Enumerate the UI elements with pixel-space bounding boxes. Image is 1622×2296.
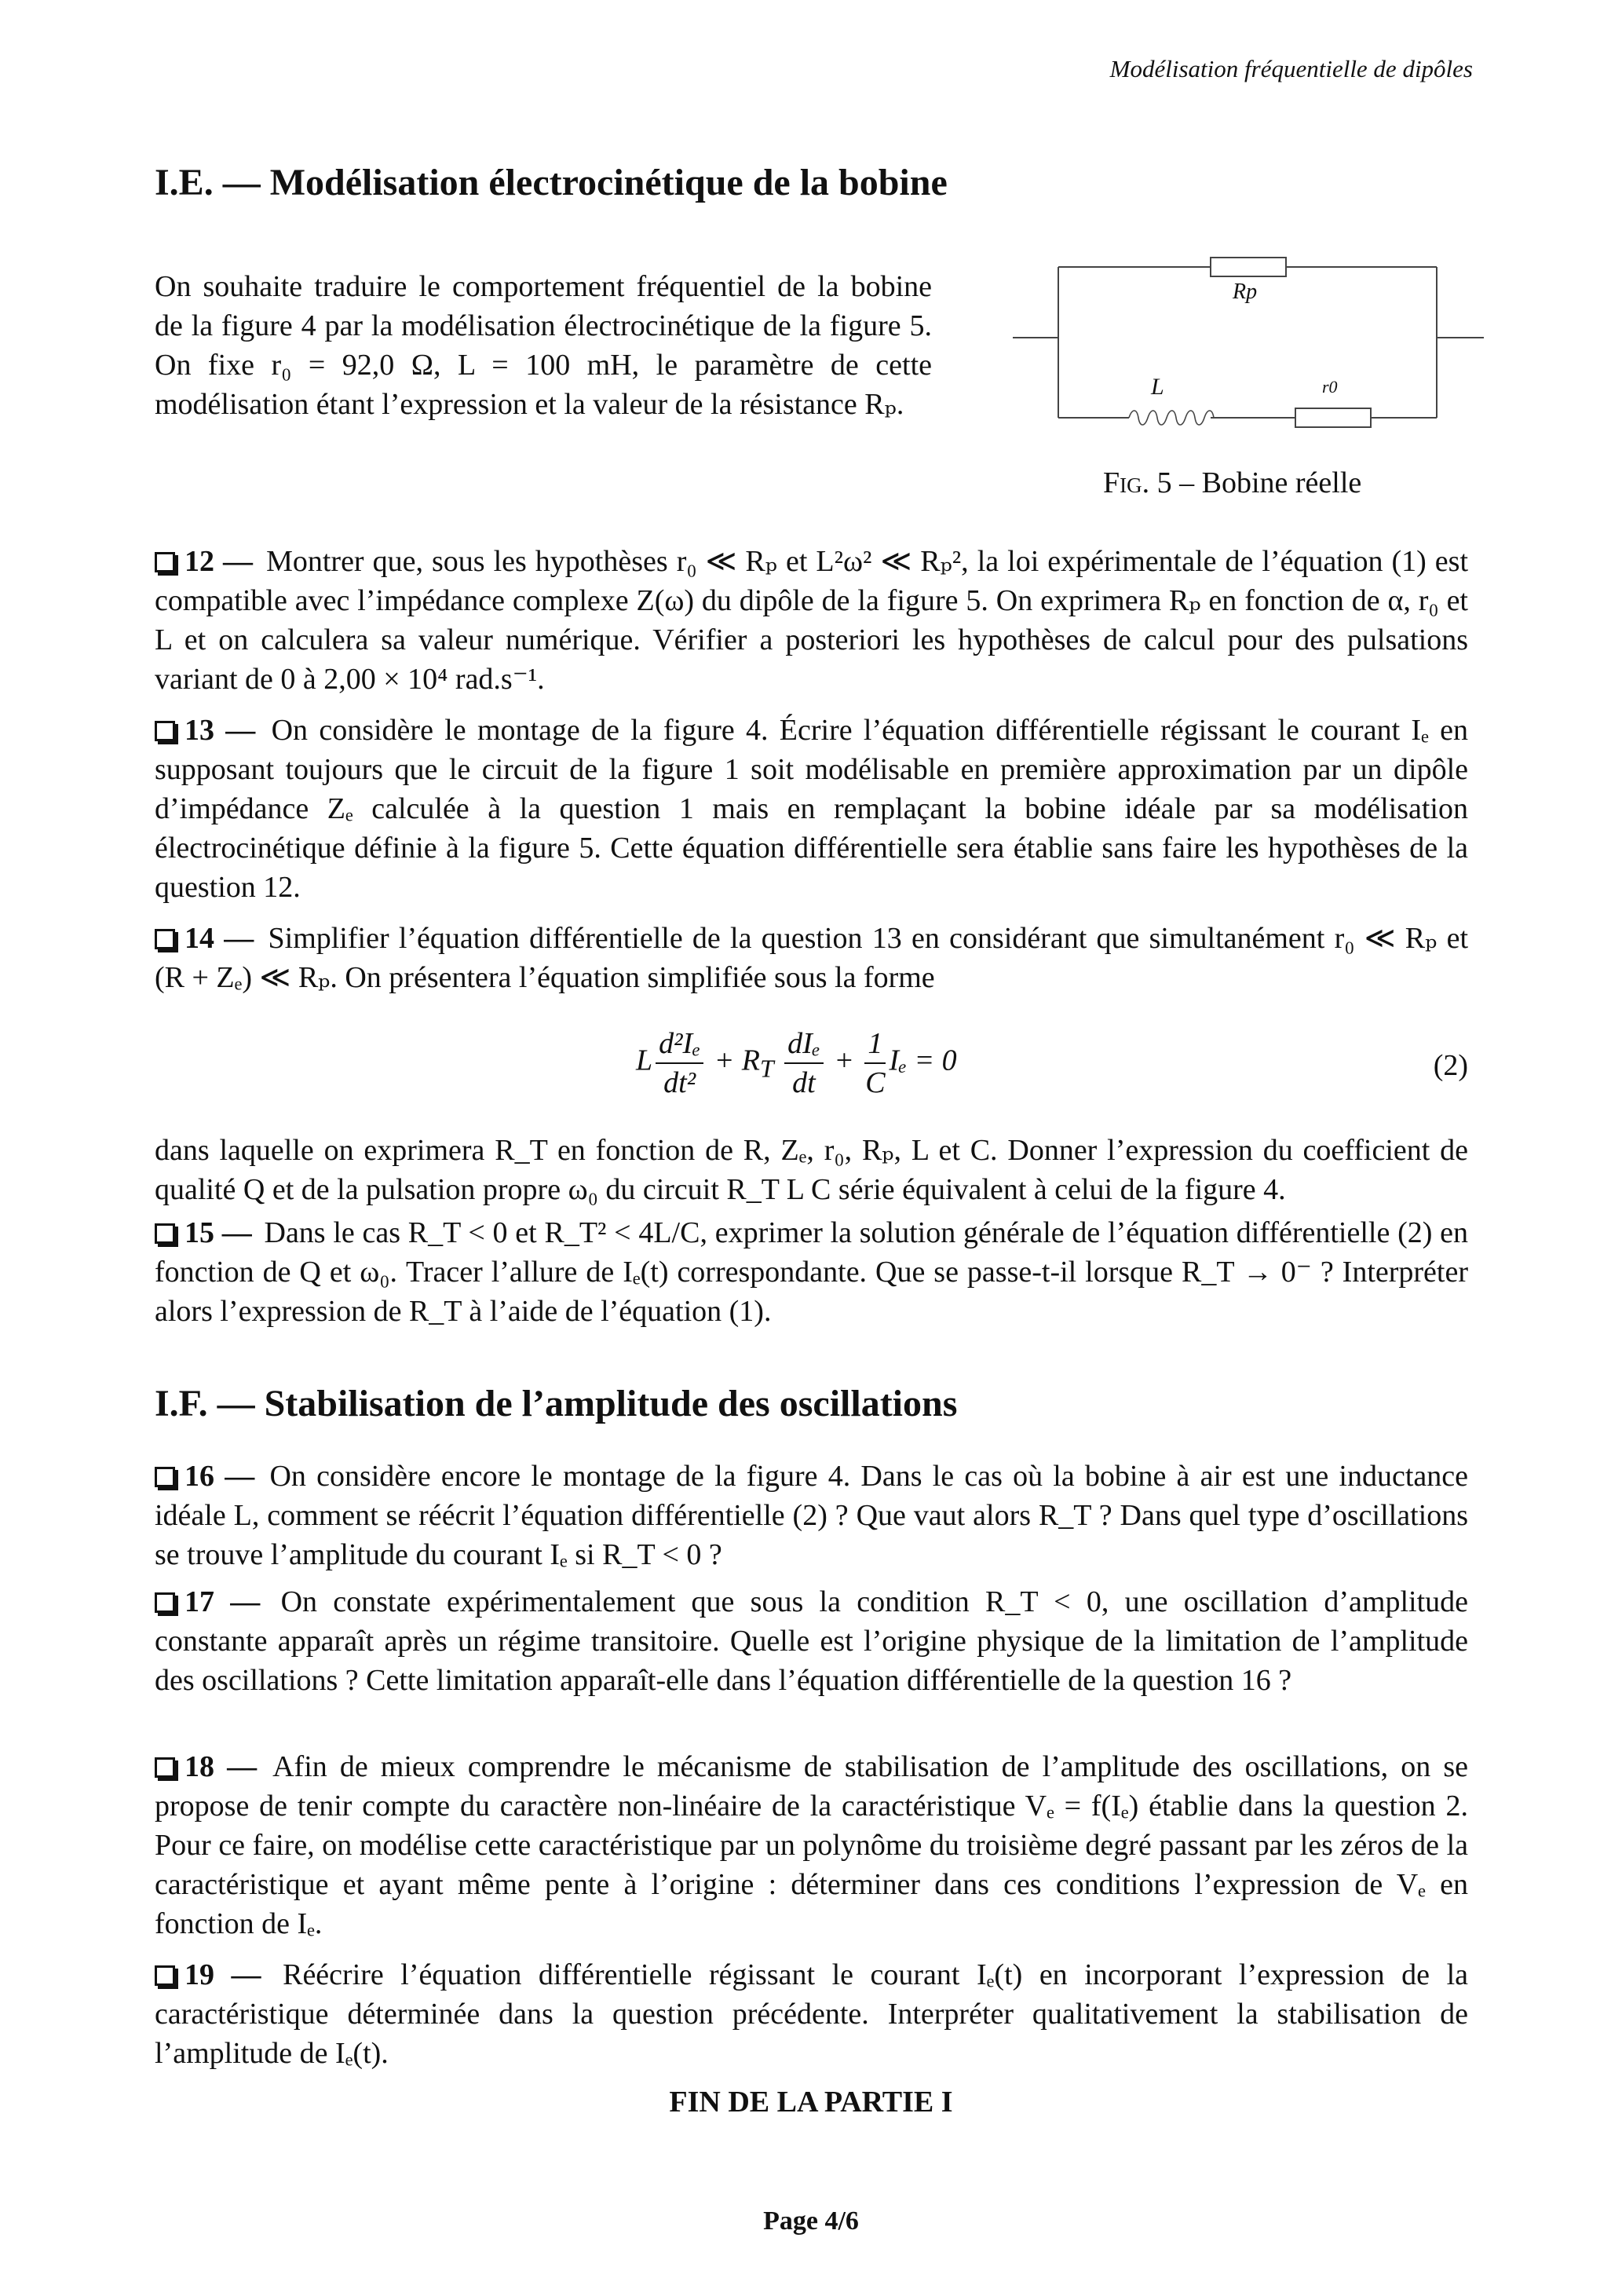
question-17: 17 — On constate expérimentalement que sous la condition R_T < 0, une oscillation d’amplitude constante apparaît après un régime transitoire. Quelle est l’origine physique de la limitation de l’amplitude des oscillations ? Cette limitation apparaît-elle dans l’équation différentielle de la question 16 ? — [155, 1585, 1469, 1697]
question-13: 13 — On considère le montage de la figure 4. Écrire l’équation différentielle régissant le courant Iₑ en supposant toujours que le circuit de la figure 1 soit modélisable en première approximation par un dipôle d’impédance Zₑ calculée à la question 1 mais en remplaçant la bobine idéale par sa modélisation électrocinétique définie à la figure 5. Cette équation différentielle sera établie sans faire les hypothèses de la question 12. — [155, 714, 1468, 904]
label-l: L — [1151, 374, 1164, 400]
question-15: 15 — Dans le cas R_T < 0 et R_T² < 4L/C, exprimer la solution générale de l’équation différentielle (2) en fonction de Q et ω₀. Tracer l’allure de Iₑ(t) correspondante. Que se passe-t-il lorsque R_T → 0⁻ ? Interpréter alors l’expression de R_T à l’aide de l’équation (1). — [155, 1216, 1468, 1328]
checkbox-icon — [155, 1965, 175, 1986]
resistor-r0 — [1295, 408, 1371, 427]
after-equation-text: dans laquelle on exprimera R_T en fonction de R, Zₑ, r₀, Rₚ, L et C. Donner l’expression du coefficient de qualité Q et de la pulsation propre ω₀ du circuit R_T L C série équivalent à celui de la figure 4. — [155, 1134, 1468, 1206]
question-18: 18 — Afin de mieux comprendre le mécanisme de stabilisation de l’amplitude des oscillations, on se propose de tenir compte du caractère non-linéaire de la caractéristique Vₑ = f(Iₑ) établie dans la question 2. Pour ce faire, on modélise cette caractéristique par un polynôme du troisième degré passant par les zéros de la caractéristique et ayant même pente à l’origine : déterminer dans ces conditions l’expression de Vₑ en fonction de Iₑ. — [155, 1750, 1469, 1940]
checkbox-icon — [155, 1467, 175, 1487]
question-14: 14 — Simplifier l’équation différentielle de la question 13 en considérant que simultanément r₀ ≪ Rₚ et (R + Zₑ) ≪ Rₚ. On présentera l’équation simplifiée sous la forme — [155, 922, 1469, 994]
end-marker: FIN DE LA PARTIE I — [669, 2086, 953, 2119]
running-head: Modélisation fréquentielle de dipôles — [1109, 55, 1473, 82]
figure-5-caption: Fig. 5 – Bobine réelle — [1103, 466, 1362, 499]
page-footer: Page 4/6 — [763, 2206, 859, 2236]
checkbox-icon — [155, 1757, 175, 1778]
equation-2: L $\frac{\text{d²Iₑ}}{\text{dt²}}$ + $R_T$ $\frac{\text{dIₑ}}{dt}$ + $\frac{1}{C}$ Iₑ = 0 — [636, 1025, 957, 1102]
section-title-ie: I.E. — Modélisation électrocinétique de la bobine — [155, 162, 948, 203]
checkbox-icon — [155, 552, 175, 572]
checkbox-icon — [155, 721, 175, 741]
label-r0: r0 — [1322, 377, 1338, 397]
checkbox-icon — [155, 1592, 175, 1613]
checkbox-icon — [155, 1223, 175, 1244]
question-16: 16 — On considère encore le montage de la figure 4. Dans le cas où la bobine à air est une inductance idéale L, comment se réécrit l’équation différentielle (2) ? Que vaut alors R_T ? Dans quel type d’oscillations se trouve l’amplitude du courant Iₑ si R_T < 0 ? — [155, 1460, 1469, 1571]
label-rp: Rp — [1233, 280, 1258, 304]
resistor-rp — [1211, 258, 1286, 276]
figure-5-circuit — [1013, 251, 1484, 432]
section-ie-intro: On souhaite traduire le comportement fréquentiel de la bobine de la figure 4 par la modélisation électrocinétique de la figure 5. On fixe r₀ = 92,0 Ω, L = 100 mH, le paramètre de cette modélisation étant l’expression et la valeur de la résistance Rₚ. — [155, 270, 932, 421]
equation-number: (2) — [1433, 1049, 1468, 1082]
inductor-coil — [1129, 411, 1214, 425]
section-title-if: I.F. — Stabilisation de l’amplitude des oscillations — [155, 1383, 958, 1424]
question-19: 19 — Réécrire l’équation différentielle régissant le courant Iₑ(t) en incorporant l’expression de la caractéristique déterminée dans la question précédente. Interpréter qualitativement la stabilisation de l’amplitude de Iₑ(t). — [155, 1958, 1469, 2070]
question-12: 12 — Montrer que, sous les hypothèses r₀ ≪ Rₚ et L²ω² ≪ Rₚ², la loi expérimentale de l’équation (1) est compatible avec l’impédance complexe Z(ω) du dipôle de la figure 5. On exprimera Rₚ en fonction de α, r₀ et L et on calculera sa valeur numérique. Vérifier a posteriori les hypothèses de calcul pour des pulsations variant de 0 à 2,00 × 10⁴ rad.s⁻¹. — [155, 545, 1469, 696]
checkbox-icon — [155, 929, 175, 949]
